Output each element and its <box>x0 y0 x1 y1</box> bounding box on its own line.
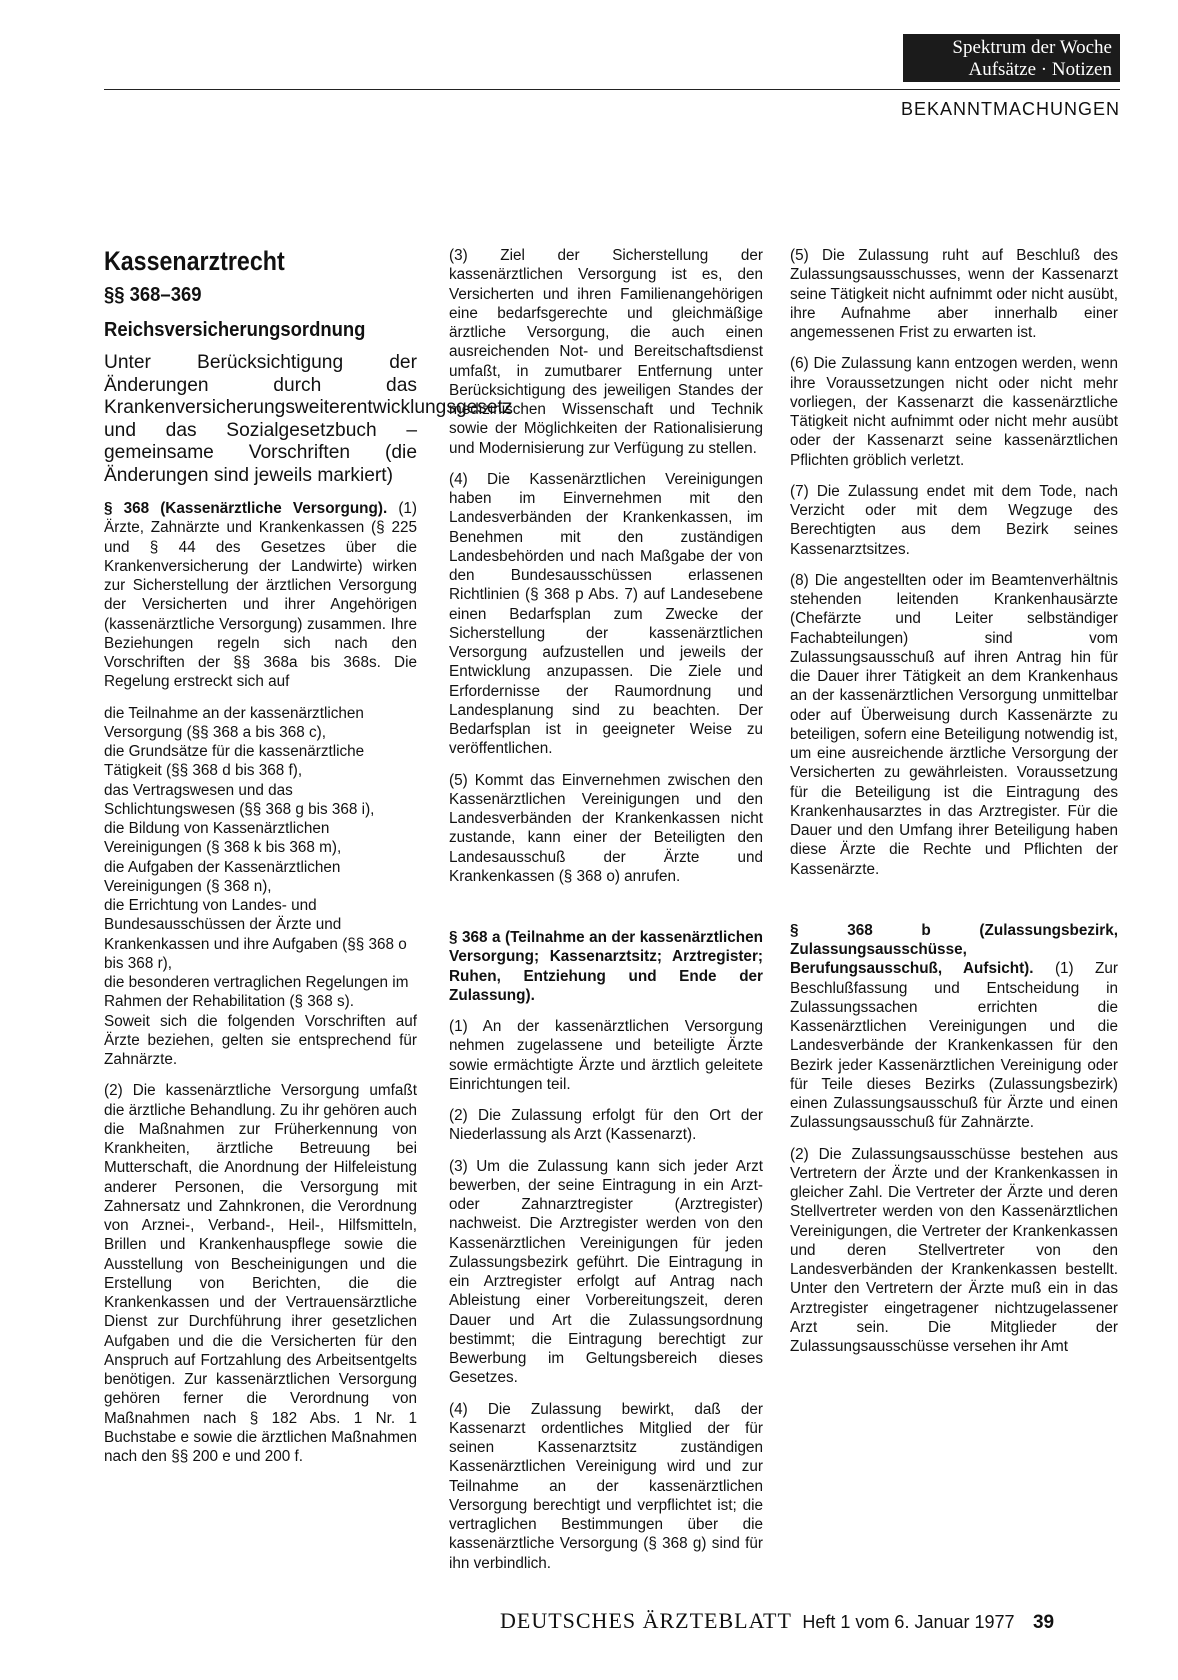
paragraph-368a-6: (6) Die Zulassung kann entzogen werden, wenn ihre Voraussetzungen nicht oder nicht mehr vorliegen, der Kassenarzt die kassenärztliche Tätigkeit nicht aufnimmt oder nicht mehr ausübt oder der Kassenarzt seine kassenärztlichen Pflichten gröblich verletzt. <box>790 355 1118 469</box>
paragraph-368b-1 <box>790 921 1118 1133</box>
paragraph-368-3: (3) Ziel der Sicherstellung der kassenärztlichen Versorgung ist es, den Versicherten und ihren Familienangehörigen eine bedarfsgerechte und gleichmäßige ärztliche Versorgung, die auch einen ausreichenden Not- und Bereitschaftsdienst umfaßt, in zumutbarer Entfernung unter Berücksichtigung des jeweiligen Standes der medizinischen Wissenschaft und Technik sowie der Möglichkeiten der Rationalisierung und Modernisierung zur Verfügung zu stellen. <box>449 247 763 457</box>
paragraph-368a-4: (4) Die Zulassung bewirkt, daß der Kassenarzt ordentliches Mitglied der für seinen Kassenarztsitz zuständigen Kassenärztlichen Vereinigung wird und zur Teilnahme an der kassenärztlichen Versorgung berechtigt und verpflichtet ist; die vertraglichen Bestimmungen über die kassenärztliche Versorgung (§ 368 g) sind für ihn verbindlich. <box>449 1400 763 1572</box>
issue-info: Heft 1 vom 6. Januar 1977 <box>802 1612 1015 1632</box>
list-item: die besonderen vertraglichen Regelungen im Rahmen der Rehabilitation (§ 368 s). <box>104 974 409 1011</box>
journal-name: DEUTSCHES ÄRZTEBLATT <box>500 1608 792 1633</box>
paragraph-368-1 <box>104 499 417 692</box>
column-3 <box>790 246 1118 1368</box>
article-title: Kassenarztrecht <box>104 246 285 276</box>
section-badge <box>903 34 1120 82</box>
paragraph-368-2: (2) Die kassenärztliche Versorgung umfaßt die ärztliche Behandlung. Zu ihr gehören auch die Maßnahmen zur Früherkennung von Krankheiten, ärztliche Betreuung bei Mutterschaft, die Anordnung der Hilfeleistung anderer Personen, die Versorgung mit Zahnersatz und Zahnkronen, die Verordnung von Arznei-, Verband-, Heil-, Hilfsmitteln, Brillen und Krankenhauspflege sowie die Ausstellung von Bescheinigungen und die Erstellung von Berichten, die die Krankenkassen und der Vertrauensärztliche Dienst zur Durchführung ihrer gesetzlichen Aufgaben und die die Versicherten für den Anspruch auf Fortzahlung des Arbeitsentgelts benötigen. Zur kassenärztlichen Versorgung gehören ferner die Verordnung von Maßnahmen nach § 182 Abs. 1 Nr. 1 Buchstabe e sowie die ärztlichen Maßnahmen nach den §§ 200 e und 200 f. <box>104 1082 417 1465</box>
article-lead: Unter Berücksichtigung der Änderungen durch das Krankenversicherungsweiterentwicklungsgesetz und das Sozialgesetzbuch – gemeinsame Vorschriften (die Änderungen sind jeweils markiert) <box>104 352 513 486</box>
paragraph-368a-5: (5) Die Zulassung ruht auf Beschluß des Zulassungsausschusses, wenn der Kassenarzt seine Tätigkeit nicht aufnimmt oder nicht ausübt, ihre Aufnahme aber innerhalb einer angemessenen Frist zu erwarten ist. <box>790 247 1118 341</box>
paragraph-368a-1: (1) An der kassenärztlichen Versorgung nehmen zugelassene und beteiligte Ärzte sowie ermächtigte Ärzte und ärztlich geleitete Einrichtungen teil. <box>449 1018 763 1093</box>
text-368b-1: (1) Zur Beschlußfassung und Entscheidung in Zulassungssachen errichten die Kassenärztlichen Vereinigungen und die Landesverbände der Krankenkassen für den Bezirk jeder Kassenärztlichen Vereinigung oder für Teile dieses Bezirks (Zulassungsbezirk) einen Zulassungsausschuß für Ärzte und einen Zulassungsausschuß für Zahnärzte. <box>790 960 1118 1132</box>
list-item: die Bildung von Kassenärztlichen Vereinigungen (§ 368 k bis 368 m), <box>104 820 342 857</box>
paragraph-368a-7: (7) Die Zulassung endet mit dem Tode, nach Verzicht oder mit dem Wegzuge des Berechtigten aus dem Bezirk seines Kassenarztsitzes. <box>790 482 1118 558</box>
badge-line-1: Spektrum der Woche <box>952 37 1112 58</box>
spacer <box>790 891 1118 921</box>
list-item: Soweit sich die folgenden Vorschriften auf Ärzte beziehen, gelten sie entsprechend für Zahnärzte. <box>104 1012 417 1068</box>
paragraph-368a-8: (8) Die angestellten oder im Beamtenverhältnis stehenden leitenden Krankenhausärzte (Chefärzte und Leiter selbständiger Fachabteilungen) sind vom Zulassungsausschuß auf ihren Antrag hin für die Dauer ihrer Tätigkeit an dem Krankenhaus an der kassenärztlichen Versorgung unmittelbar oder auf Überweisung durch Kassenärzte zu beteiligen, sofern eine Beteiligung notwendig ist, um eine ausreichende ärztliche Versorgung der Versicherten zu gewährleisten. Voraussetzung für die Beteiligung ist die Eintragung des Krankenhausarztes in das Arztregister. Für die Dauer und den Umfang ihrer Beteiligung haben diese Ärzte die Rechte und Pflichten der Kassenärzte. <box>790 571 1118 878</box>
list-item: die Aufgaben der Kassenärztlichen Vereinigungen (§ 368 n), <box>104 858 341 895</box>
column-1 <box>104 246 513 1478</box>
article-subtitle-2: Reichsversicherungsordnung <box>104 318 366 341</box>
page-footer <box>500 1608 1054 1634</box>
badge-line-2: Aufsätze · Notizen <box>968 59 1112 80</box>
paragraph-368-5: (5) Kommt das Einvernehmen zwischen den Kassenärztlichen Vereinigungen und den Landesverbänden der Krankenkassen nicht zustande, kann einer der Beteiligten den Landesausschuß der Ärzte und Krankenkassen (§ 368 o) anrufen. <box>449 771 763 885</box>
column-2 <box>449 246 763 1585</box>
article-subtitle-1: §§ 368–369 <box>104 283 202 306</box>
section-title: BEKANNTMACHUNGEN <box>900 99 1120 119</box>
page-number: 39 <box>1032 1612 1055 1633</box>
list-item: die Errichtung von Landes- und Bundesausschüssen der Ärzte und Krankenkassen und ihre Aufgaben (§§ 368 o bis 368 r), <box>104 897 407 972</box>
list-item: die Grundsätze für die kassenärztliche Tätigkeit (§§ 368 d bis 368 f), <box>104 743 365 780</box>
list-item: das Vertragswesen und das Schlichtungswesen (§§ 368 g bis 368 i), <box>104 781 375 818</box>
paragraph-368-4: (4) Die Kassenärztlichen Vereinigungen haben im Einvernehmen mit den Landesverbänden der Krankenkassen, im Benehmen mit den zuständigen Landesbehörden und nach Maßgabe der von den Bundesausschüssen erlassenen Richtlinien (§ 368 p Abs. 7) auf Landesebene einen Bedarfsplan zum Zwecke der Sicherstellung der kassenärztlichen Versorgung aufzustellen und jeweils der Entwicklung anzupassen. Die Ziele und Erfordernisse der Raumordnung und Landesplanung sind zu beachten. Der Bedarfsplan ist in geeigneter Weise zu veröffentlichen. <box>449 470 763 758</box>
list-item: die Teilnahme an der kassenärztlichen Versorgung (§§ 368 a bis 368 c), <box>104 704 364 741</box>
paragraph-368a-3: (3) Um die Zulassung kann sich jeder Arzt bewerben, der seine Eintragung in ein Arzt- oder Zahnarztregister (Arztregister) nachweist. Die Arztregister werden von den Kassenärztlichen Vereinigungen für jeden Zulassungsbezirk geführt. Die Eintragung in ein Arztregister erfolgt auf Antrag nach Ableistung einer Vorbereitungszeit, deren Dauer und Art die Zulassungsordnung bestimmt; die Eintragung berechtigt zur Bewerbung im Geltungsbereich dieses Gesetzes. <box>449 1157 763 1387</box>
spacer <box>449 898 763 928</box>
paragraph-368b-2: (2) Die Zulassungsausschüsse bestehen aus Vertretern der Ärzte und der Krankenkassen in gleicher Zahl. Die Vertreter der Ärzte und deren Stellvertreter werden von den Kassenärztlichen Vereinigungen, die Vertreter der Krankenkassen und deren Stellvertreter von den Landesverbänden der Krankenkassen bestellt. Unter den Vertretern der Ärzte muß ein in das Arztregister eingetragener nichtzugelassener Arzt sein. Die Mitglieder der Zulassungsausschüsse versehen ihr Amt <box>790 1145 1118 1355</box>
header-rule <box>104 89 1120 90</box>
heading-368a: § 368 a (Teilnahme an der kassenärztlichen Versorgung; Kassenarztsitz; Arztregister; Ruhen, Entziehung und Ende der Zulassung). <box>449 929 763 1004</box>
heading-368b: § 368 b (Zulassungsbezirk, Zulassungsausschüsse, Berufungsausschuß, Aufsicht). <box>790 921 1118 978</box>
heading-368: § 368 (Kassenärztliche Versorgung). <box>104 500 388 517</box>
text-368-1: (1) Ärzte, Zahnärzte und Krankenkassen (§ 225 und § 44 des Gesetzes über die Krankenversicherung der Landwirte) wirken zur Sicherstellung der ärztlichen Versorgung der Versicherten und ihrer Angehörigen (kassenärztliche Versorgung) zusammen. Ihre Beziehungen regeln sich nach den Vorschriften der §§ 368a bis 368s. Die Regelung erstreckt sich auf <box>104 500 418 691</box>
paragraph-368a-2: (2) Die Zulassung erfolgt für den Ort der Niederlassung als Arzt (Kassenarzt). <box>449 1107 763 1144</box>
